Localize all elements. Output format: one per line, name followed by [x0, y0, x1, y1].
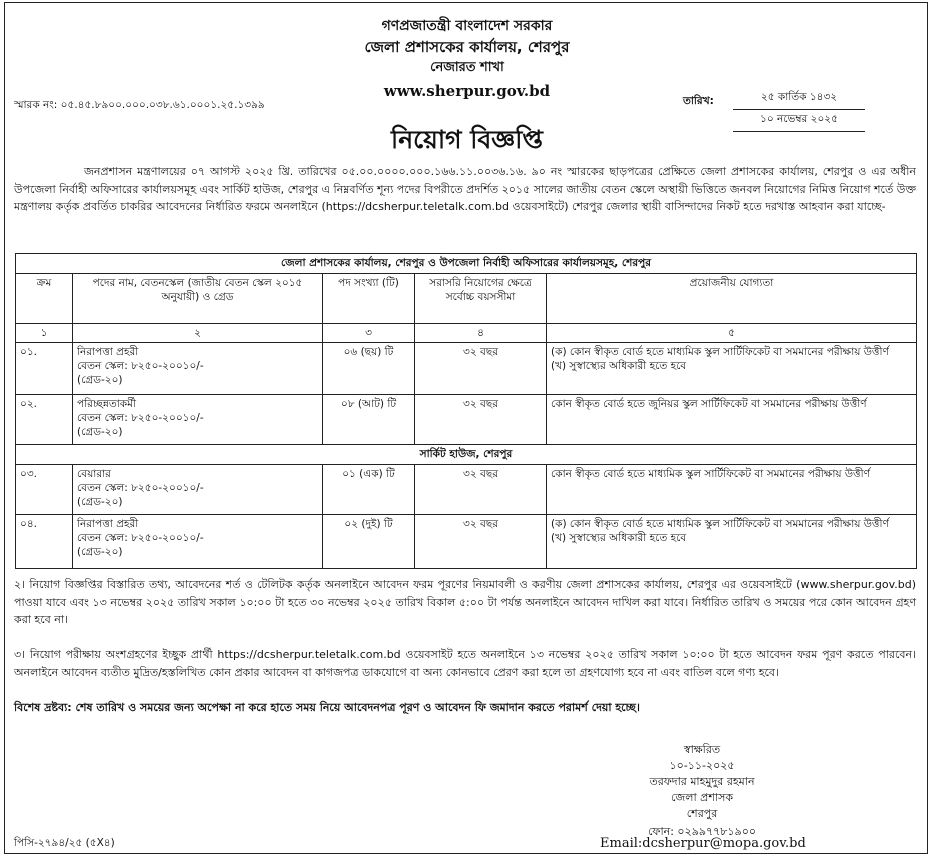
pay-scale: বেতন স্কেল: ৮২৫০-২০০১০/- — [77, 360, 204, 372]
signature-date: ১০-১১-২০২৫ — [669, 759, 735, 772]
grade: (গ্রেড-২০) — [77, 496, 123, 508]
branch-title: নেজারত শাখা — [430, 60, 504, 75]
email-address[interactable]: Email:dcsherpur@mopa.gov.bd — [600, 836, 806, 851]
qualification: (ক) কোন স্বীকৃত বোর্ড হতে মাধ্যমিক স্কুল সার্টিফিকেট বা সমমানের পরীক্ষায় উত্তীর্ণ — [551, 518, 889, 530]
phone-number: ফোন: ০২৯৯৭৭৮১৯০০ — [647, 825, 757, 838]
col-number: ২ — [73, 324, 323, 343]
age-limit: ৩২ বছর — [415, 465, 547, 515]
date-label: তারিখ: — [683, 95, 714, 107]
age-limit: ৩২ বছর — [415, 343, 547, 395]
website-link[interactable]: www.sherpur.gov.bd — [383, 82, 551, 100]
pay-scale: বেতন স্কেল: ৮২৫০-২০০১০/- — [77, 532, 204, 544]
qualification: (ক) কোন স্বীকৃত বোর্ড হতে মাধ্যমিক স্কুল সার্টিফিকেট বা সমমানের পরীক্ষায় উত্তীর্ণ — [551, 346, 889, 358]
govt-title: গণপ্রজাতন্ত্রী বাংলাদেশ সরকার — [381, 18, 553, 34]
row-serial: ০২. — [16, 395, 73, 445]
signatory-name: তরফদার মাহমুদুর রহমান — [649, 775, 755, 788]
post-count: ০১ (এক) টি — [323, 465, 415, 515]
memo-ref: স্মারক নং: ০৫.৪৫.৮৯০০.০০০.০৩৮.৬১.০০০১.২৫.১৩৯৯ — [14, 99, 265, 111]
vacancy-table — [15, 253, 917, 569]
pay-scale: বেতন স্কেল: ৮২৫০-২০০১০/- — [77, 482, 204, 494]
qualification-health: (খ) সুস্বাস্থ্যের অধিকারী হতে হবে — [551, 532, 687, 544]
age-limit: ৩২ বছর — [415, 395, 547, 445]
col-header-age: সরাসরি নিয়োগের ক্ষেত্রে সর্বোচ্চ বয়সসীমা — [415, 274, 547, 324]
grade: (গ্রেড-২০) — [77, 546, 123, 558]
qualification-health: (খ) সুস্বাস্থ্যের অধিকারী হতে হবে — [551, 360, 687, 372]
notice-title: নিয়োগ বিজ্ঞপ্তি — [391, 125, 543, 154]
post-name: নিরাপত্তা প্রহরী — [77, 518, 139, 530]
col-number: ৩ — [323, 324, 415, 343]
col-number: ৪ — [415, 324, 547, 343]
signatory-place: শেরপুর — [686, 807, 718, 820]
date-bangla: ২৫ কার্তিক ১৪৩২ — [733, 88, 865, 110]
paragraph-2: ২। নিয়োগ বিজ্ঞপ্তির বিস্তারিত তথ্য, আবেদনের শর্ত ও টেলিটক কর্তৃক অনলাইনে আবেদন ফরম পূরণের নিয়মাবলী ও করণীয় জেলা প্রশাসকের কার্যালয়, শেরপুর এর ওয়েবসাইটে (www.sherpur.gov.bd) পাওয়া যাবে এবং ১৩ নভেম্বর ২০২৫ তারিখ সকাল ১০:০০ টা হতে ৩০ নভেম্বর ২০২৫ তারিখ বিকাল ৫:০০ টা পর্যন্ত অনলাইনে আবেদন দাখিল করা যাবে। নির্ধারিত তারিখ ও সময়ের পরে কোন আবেদন গ্রহণ করা হবে না। — [14, 578, 916, 626]
signatory-designation: জেলা প্রশাসক — [670, 791, 734, 804]
special-note: বিশেষ দ্রষ্টব্য: শেষ তারিখ ও সময়ের জন্য অপেক্ষা না করে হাতে সময় নিয়ে আবেদনপত্র পূরণ ও আবেদন ফি জমাদান করতে পরামর্শ দেয়া হচ্ছে। — [14, 701, 640, 714]
qualification: কোন স্বীকৃত বোর্ড হতে জুনিয়র স্কুল সার্টিফিকেট বা সমমানের পরীক্ষায় উত্তীর্ণ — [551, 398, 867, 410]
table-row — [16, 515, 917, 569]
pay-scale: বেতন স্কেল: ৮২৫০-২০০১০/- — [77, 412, 204, 424]
col-header-count: পদ সংখ্যা (টি) — [323, 274, 415, 324]
office-title: জেলা প্রশাসকের কার্যালয়, শেরপুর — [364, 38, 570, 56]
row-serial: ০১. — [16, 343, 73, 395]
post-count: ০২ (দুই) টি — [323, 515, 415, 569]
row-serial: ০৪. — [16, 515, 73, 569]
age-limit: ৩২ বছর — [415, 515, 547, 569]
col-number: ৫ — [547, 324, 917, 343]
col-header-post: পদের নাম, বেতনস্কেল (জাতীয় বেতন স্কেল ২০১৫ অনুযায়ী) ও গ্রেড — [73, 274, 323, 324]
section-header-circuit-house: সার্কিট হাউজ, শেরপুর — [16, 445, 917, 465]
post-name: বেয়ারার — [77, 468, 111, 480]
grade: (গ্রেড-২০) — [77, 374, 123, 386]
footer-code: পিসি-২৭৯৪/২৫ (৫X৪) — [14, 837, 115, 849]
qualification: কোন স্বীকৃত বোর্ড হতে মাধ্যমিক স্কুল সার্টিফিকেট বা সমমানের পরীক্ষায় উত্তীর্ণ — [551, 468, 870, 480]
table-row — [16, 395, 917, 445]
col-header-serial: ক্রম — [16, 274, 73, 324]
post-count: ০৮ (আট) টি — [323, 395, 415, 445]
table-row — [16, 465, 917, 515]
post-name: নিরাপত্তা প্রহরী — [77, 346, 139, 358]
post-count: ০৬ (ছয়) টি — [323, 343, 415, 395]
grade: (গ্রেড-২০) — [77, 426, 123, 438]
signed-label: স্বাক্ষরিত — [683, 743, 721, 756]
col-header-qualification: প্রয়োজনীয় যোগ্যতা — [547, 274, 917, 324]
paragraph-3: ৩। নিয়োগ পরীক্ষায় অংশগ্রহণের ইচ্ছুক প্রার্থী https://dcsherpur.teletalk.com.bd ওয়েবসাইট হতে অনলাইনে ১৩ নভেম্বর ২০২৫ তারিখ সকাল ১০:০০ টা হতে আবেদন ফরম পূরণ করতে পারবেন। অনলাইনে আবেদন ব্যতীত মুদ্রিত/হস্তলিখিত কোন প্রকার আবেদন বা কাগজপত্র ডাকযোগে বা অন্য কোনভাবে প্রেরণ করা হলে তা গ্রহণযোগ্য হবে না এবং বাতিল বলে গণ্য হবে। — [14, 648, 916, 679]
post-name: পরিচ্ছন্নতাকর্মী — [77, 398, 136, 410]
table-row — [16, 343, 917, 395]
section-header-dc-office: জেলা প্রশাসকের কার্যালয়, শেরপুর ও উপজেলা নির্বাহী অফিসারের কার্যালয়সমূহ, শেরপুর — [16, 254, 917, 274]
date-english: ১০ নভেম্বর ২০২৫ — [733, 110, 865, 132]
col-number: ১ — [16, 324, 73, 343]
intro-paragraph: জনপ্রশাসন মন্ত্রণালয়ের ০৭ আগস্ট ২০২৫ খ্রি. তারিখের ০৫.০০.০০০০.০০০.১৬৬.১১.০০৩৬.১৬. ৯০ নং স্মারকের ছাড়পত্রের প্রেক্ষিতে জেলা প্রশাসকের কার্যালয়, শেরপুর ও এর অধীন উপজেলা নির্বাহী অফিসারের কার্যালয়সমূহ এবং সার্কিট হাউজ, শেরপুর এ নিম্নবর্ণিত শূন্য পদের বিপরীতে প্রদর্শিত ২০১৫ সালের জাতীয় বেতন স্কেলে অস্থায়ী ভিত্তিতে জনবল নিয়োগের নিমিত্ত নিয়োগ শর্তে উক্ত মন্ত্রণালয় কর্তৃক প্রবর্তিত চাকরির আবেদনের নির্ধারিত ফরমে অনলাইনে (https://dcsherpur.teletalk.com.bd ওয়েবসাইটে) শেরপুর জেলার স্থায়ী বাসিন্দাদের নিকট হতে দরখাস্ত আহবান করা যাচ্ছে- — [14, 165, 916, 213]
row-serial: ০৩. — [16, 465, 73, 515]
